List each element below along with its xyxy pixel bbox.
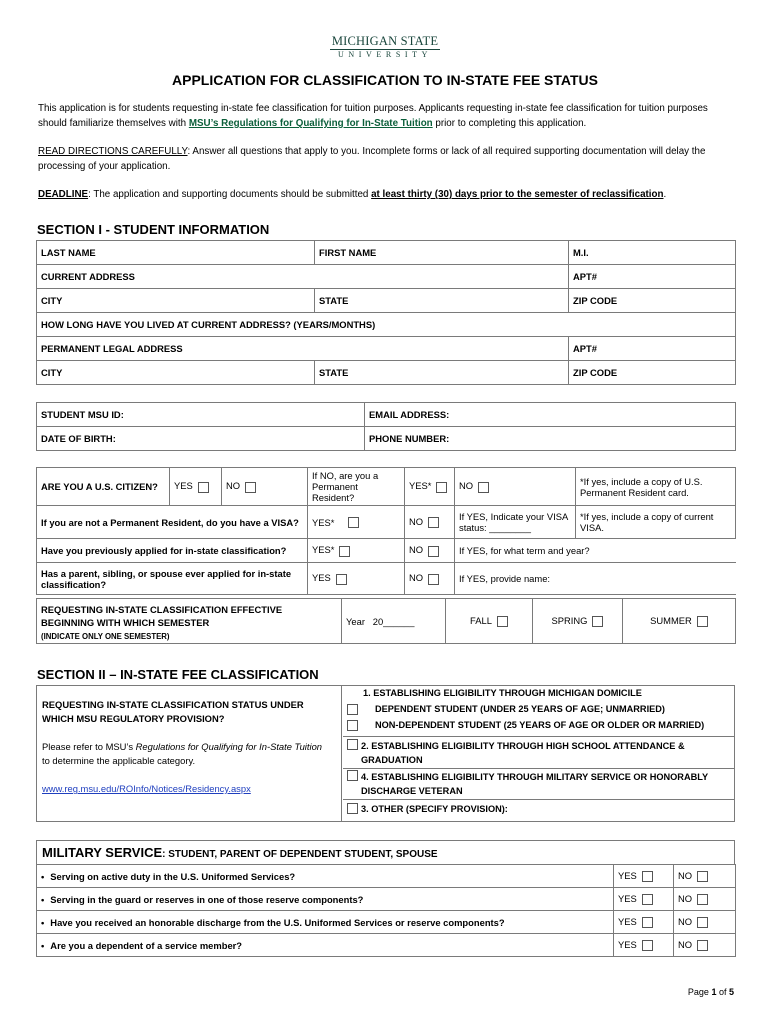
current-city-field[interactable]: CITY [37, 289, 315, 313]
refer-text-1: Please refer to MSU’s [42, 741, 136, 752]
checkbox-icon[interactable] [198, 482, 209, 493]
option-divider [343, 736, 734, 737]
refer-italic: Regulations for Qualifying for In-State Tuition [135, 741, 323, 752]
residency-url-link[interactable]: www.reg.msu.edu/ROInfo/Notices/Residency.aspx [42, 783, 251, 794]
us-citizen-no[interactable] [222, 468, 308, 506]
directions-text: : Answer all questions that apply to you. Incomplete forms or lack of all required supporting documentation will delay the processing of your application. [38, 146, 706, 172]
msu-id-field[interactable]: STUDENT MSU ID: [37, 403, 365, 427]
previous-no[interactable] [405, 539, 455, 563]
military-title-text: MILITARY SERVICE [42, 845, 163, 860]
no-label: NO [678, 892, 693, 904]
visa-note: *If yes, include a copy of current VISA. [576, 506, 736, 539]
semester-table [36, 598, 736, 644]
military-question-text: Have you received an honorable discharge from the U.S. Uniformed Services or reserve components? [50, 916, 505, 928]
option-3-label: 3. OTHER (SPECIFY PROVISION): [361, 804, 508, 814]
checkbox-icon[interactable] [697, 917, 708, 928]
current-zip-field[interactable]: ZIP CODE [569, 289, 736, 313]
page-total: 5 [728, 987, 734, 997]
last-name-field[interactable]: LAST NAME [37, 241, 315, 265]
permanent-apt-field[interactable]: APT# [569, 337, 736, 361]
current-state-field[interactable]: STATE [315, 289, 569, 313]
student-info-table [36, 240, 736, 385]
checkbox-icon[interactable] [245, 482, 256, 493]
military-1-no[interactable] [674, 865, 736, 888]
section-2-title: SECTION II – IN-STATE FEE CLASSIFICATION [37, 667, 319, 682]
military-1-yes[interactable] [614, 865, 674, 888]
checkbox-icon[interactable] [339, 546, 350, 557]
no-label: NO [409, 572, 424, 584]
family-no[interactable] [405, 563, 455, 595]
visa-question: If you are not a Permanent Resident, do you have a VISA? [37, 506, 308, 539]
military-3-yes[interactable] [614, 911, 674, 934]
us-citizen-question: ARE YOU A U.S. CITIZEN? [37, 468, 170, 506]
military-3-no[interactable] [674, 911, 736, 934]
phone-field[interactable]: PHONE NUMBER: [365, 427, 736, 451]
checkbox-icon[interactable] [336, 574, 347, 585]
bullet: • [41, 870, 45, 882]
perm-resident-note: *If yes, include a copy of U.S. Permanent Resident card. [576, 468, 736, 506]
checkbox-icon[interactable] [347, 770, 358, 781]
current-apt-field[interactable]: APT# [569, 265, 736, 289]
checkbox-icon[interactable] [642, 940, 653, 951]
directions-paragraph [38, 144, 738, 174]
classification-left-panel [37, 686, 342, 821]
checkbox-icon[interactable] [642, 917, 653, 928]
yes-label: YES [618, 915, 637, 927]
us-citizen-yes[interactable] [170, 468, 222, 506]
previous-term-field[interactable]: If YES, for what term and year? [455, 539, 736, 563]
visa-no[interactable] [405, 506, 455, 539]
deadline-label: DEADLINE [38, 189, 89, 200]
permanent-resident-question: If NO, are you a Permanent Resident? [308, 468, 405, 506]
checkbox-icon[interactable] [642, 871, 653, 882]
refer-text-2: to determine the applicable category. [42, 755, 196, 766]
intro-paragraph [38, 101, 738, 131]
section-1-title: SECTION I - STUDENT INFORMATION [37, 222, 270, 237]
page-of: of [716, 987, 729, 997]
checkbox-icon[interactable] [497, 616, 508, 627]
checkbox-icon[interactable] [428, 574, 439, 585]
checkbox-icon[interactable] [347, 803, 358, 814]
deadline-paragraph [38, 187, 738, 202]
permanent-city-field[interactable]: CITY [37, 361, 315, 385]
option-4-label: 4. ESTABLISHING ELIGIBILITY THROUGH MILITARY SERVICE OR HONORABLY DISCHARGE VETERAN [361, 772, 708, 796]
family-yes[interactable] [308, 563, 405, 595]
deadline-end: . [663, 189, 667, 200]
military-4-yes[interactable] [614, 934, 674, 957]
checkbox-icon[interactable] [347, 704, 358, 715]
checkbox-icon[interactable] [428, 517, 439, 528]
spring-option[interactable] [533, 599, 623, 644]
no-label: NO [678, 915, 693, 927]
checkbox-icon[interactable] [697, 871, 708, 882]
regulations-link[interactable]: MSU’s Regulations for Qualifying for In-State Tuition [188, 118, 433, 129]
checkbox-icon[interactable] [347, 739, 358, 750]
id-contact-table [36, 402, 736, 451]
no-label: NO [678, 938, 693, 950]
visa-yes-box[interactable] [344, 506, 405, 539]
military-4-no[interactable] [674, 934, 736, 957]
option-1-label: 1. ESTABLISHING ELIGIBILITY THROUGH MICHIGAN DOMICILE [363, 688, 642, 698]
military-2-yes[interactable] [614, 888, 674, 911]
checkbox-icon[interactable] [347, 720, 358, 731]
checkbox-icon[interactable] [592, 616, 603, 627]
fall-label: FALL [470, 614, 492, 626]
no-label: NO [459, 480, 474, 492]
intro-text-2: prior to completing this application. [432, 118, 587, 129]
permanent-zip-field[interactable]: ZIP CODE [569, 361, 736, 385]
no-label: NO [409, 515, 424, 527]
page-current: 1 [711, 987, 717, 997]
option-2-label: 2. ESTABLISHING ELIGIBILITY THROUGH HIGH SCHOOL ATTENDANCE & GRADUATION [361, 741, 685, 765]
military-question-text: Serving on active duty in the U.S. Uniformed Services? [50, 870, 296, 882]
refer-text [42, 740, 332, 768]
dob-field[interactable]: DATE OF BIRTH: [37, 427, 365, 451]
military-title [42, 845, 438, 860]
yes-label: YES* [312, 544, 335, 556]
yes-label: YES* [409, 480, 432, 492]
checkbox-icon[interactable] [697, 616, 708, 627]
option-divider [343, 768, 734, 769]
provision-question: REQUESTING IN-STATE CLASSIFICATION STATUS UNDER WHICH MSU REGULATORY PROVISION? [42, 699, 304, 724]
classification-box [36, 685, 735, 822]
how-long-field[interactable]: HOW LONG HAVE YOU LIVED AT CURRENT ADDRESS? (YEARS/MONTHS) [37, 313, 736, 337]
military-question-4 [37, 934, 614, 957]
first-name-field[interactable]: FIRST NAME [315, 241, 569, 265]
page-title: APPLICATION FOR CLASSIFICATION TO IN-STATE FEE STATUS [172, 72, 598, 88]
checkbox-icon[interactable] [697, 940, 708, 951]
permanent-state-field[interactable]: STATE [315, 361, 569, 385]
military-header [36, 840, 735, 865]
classification-options [343, 686, 734, 821]
no-label: NO [226, 480, 241, 492]
option-1a-label: DEPENDENT STUDENT (UNDER 25 YEARS OF AGE; UNMARRIED) [375, 704, 665, 714]
option-1b-label: NON-DEPENDENT STUDENT (25 YEARS OF AGE OR OLDER OR MARRIED) [375, 720, 705, 730]
no-label: NO [409, 544, 424, 556]
family-name-field[interactable]: If YES, provide name: [455, 563, 736, 595]
military-question-text: Are you a dependent of a service member? [50, 939, 243, 951]
checkbox-icon[interactable] [428, 546, 439, 557]
semester-sublabel: (INDICATE ONLY ONE SEMESTER) [41, 632, 170, 641]
option-divider [343, 799, 734, 800]
bullet: • [41, 939, 45, 951]
spring-label: SPRING [551, 614, 588, 626]
checkbox-icon[interactable] [697, 894, 708, 905]
mi-field[interactable]: M.I. [569, 241, 736, 265]
page-number [688, 987, 734, 997]
yes-label: YES [618, 869, 637, 881]
summer-label: SUMMER [650, 614, 692, 626]
military-2-no[interactable] [674, 888, 736, 911]
military-question-3 [37, 911, 614, 934]
citizenship-table [36, 467, 736, 595]
checkbox-icon[interactable] [642, 894, 653, 905]
deadline-emphasis: at least thirty (30) days prior to the semester of reclassification [371, 189, 664, 200]
visa-yes[interactable] [308, 506, 344, 539]
msu-logo-wordmark: MICHIGAN STATE [331, 34, 439, 48]
permanent-address-field[interactable]: PERMANENT LEGAL ADDRESS [37, 337, 569, 361]
deadline-text: : The application and supporting documents should be submitted [88, 189, 372, 200]
page-label: Page [687, 987, 712, 997]
checkbox-icon[interactable] [348, 517, 359, 528]
fall-option[interactable] [446, 599, 533, 644]
semester-label: REQUESTING IN-STATE CLASSIFICATION EFFECTIVE BEGINNING WITH WHICH SEMESTER [41, 604, 283, 628]
msu-logo-subtitle: UNIVERSITY [338, 50, 432, 59]
military-question-1 [37, 865, 614, 888]
yes-label: YES [174, 480, 193, 492]
semester-question [37, 599, 342, 644]
military-question-text: Serving in the guard or reserves in one of those reserve components? [50, 893, 364, 905]
year-field[interactable]: Year 20______ [342, 599, 446, 644]
military-question-2 [37, 888, 614, 911]
perm-resident-no[interactable] [455, 468, 576, 506]
bullet: • [41, 916, 45, 928]
email-field[interactable]: EMAIL ADDRESS: [365, 403, 736, 427]
previous-yes[interactable] [308, 539, 405, 563]
yes-label: YES* [312, 516, 335, 528]
checkbox-icon[interactable] [436, 482, 447, 493]
checkbox-icon[interactable] [478, 482, 489, 493]
intro-text-1: This application is for students requesting in-state fee classification for tuition purposes. Applicants requesting in-state fee classification for tuition purposes should familiarize themselves with [38, 103, 708, 129]
summer-option[interactable] [623, 599, 736, 644]
perm-resident-yes[interactable] [405, 468, 455, 506]
yes-label: YES [312, 572, 331, 584]
yes-label: YES [618, 938, 637, 950]
yes-label: YES [618, 892, 637, 904]
family-application-question: Has a parent, sibling, or spouse ever applied for in-state classification? [37, 563, 308, 595]
no-label: NO [678, 869, 693, 881]
military-subtitle: : STUDENT, PARENT OF DEPENDENT STUDENT, SPOUSE [162, 849, 438, 860]
previous-application-question: Have you previously applied for in-state classification? [37, 539, 308, 563]
current-address-field[interactable]: CURRENT ADDRESS [37, 265, 569, 289]
military-table [36, 864, 736, 957]
bullet: • [41, 893, 45, 905]
directions-label: READ DIRECTIONS CAREFULLY [38, 146, 188, 157]
visa-status-field[interactable]: If YES, Indicate your VISA status: ________ [455, 506, 576, 539]
